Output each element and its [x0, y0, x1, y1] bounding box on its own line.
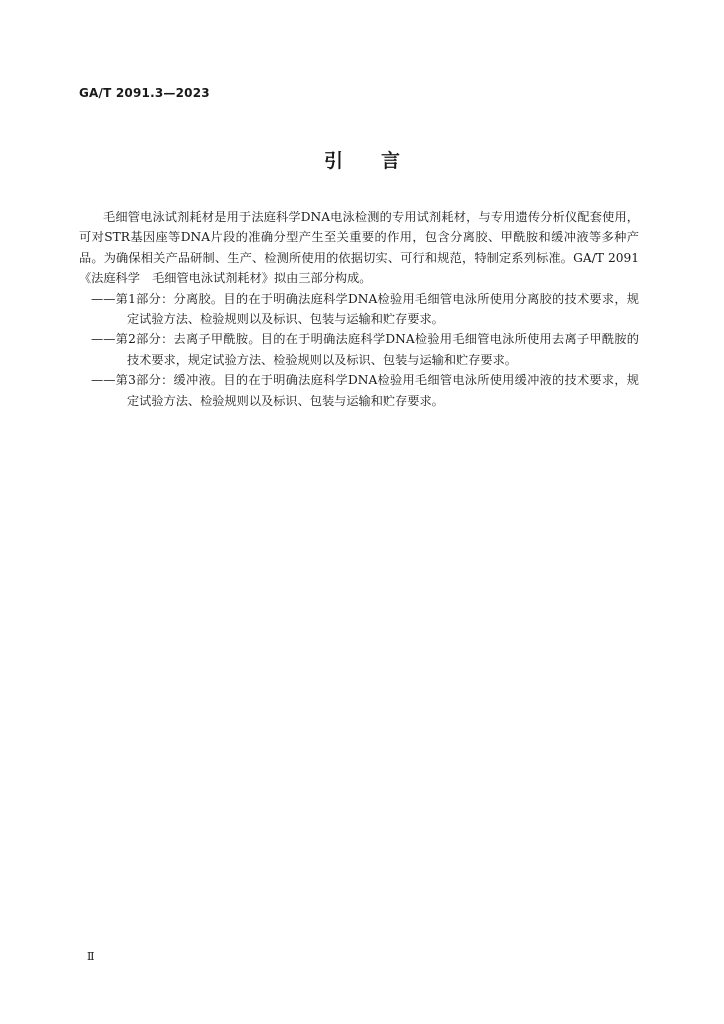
standard-number-header: GA/T 2091.3—2023 [79, 86, 210, 100]
page-number: Ⅱ [87, 950, 95, 963]
introduction-body [79, 207, 639, 411]
page-title: 引言 [323, 150, 438, 172]
intro-paragraph: 毛细管电泳试剂耗材是用于法庭科学DNA电泳检测的专用试剂耗材，与专用遗传分析仪配套使用，可对STR基因座等DNA片段的准确分型产生至关重要的作用，包含分离胶、甲酰胺和缓冲液等多种产品。为确保相关产品研制、生产、检测所使用的依据切实、可行和规范，特制定系列标准。GA/T 2091《法庭科学 毛细管电泳试剂耗材》拟由三部分构成。 [79, 210, 639, 286]
list-item-part-3: ——第3部分：缓冲液。目的在于明确法庭科学DNA检验用毛细管电泳所使用缓冲液的技术要求，规定试验方法、检验规则以及标识、包装与运输和贮存要求。 [91, 373, 639, 408]
list-item-part-2: ——第2部分：去离子甲酰胺。目的在于明确法庭科学DNA检验用毛细管电泳所使用去离子甲酰胺的技术要求，规定试验方法、检验规则以及标识、包装与运输和贮存要求。 [91, 332, 639, 367]
list-item-part-1: ——第1部分：分离胶。目的在于明确法庭科学DNA检验用毛细管电泳所使用分离胶的技术要求，规定试验方法、检验规则以及标识、包装与运输和贮存要求。 [91, 291, 639, 327]
